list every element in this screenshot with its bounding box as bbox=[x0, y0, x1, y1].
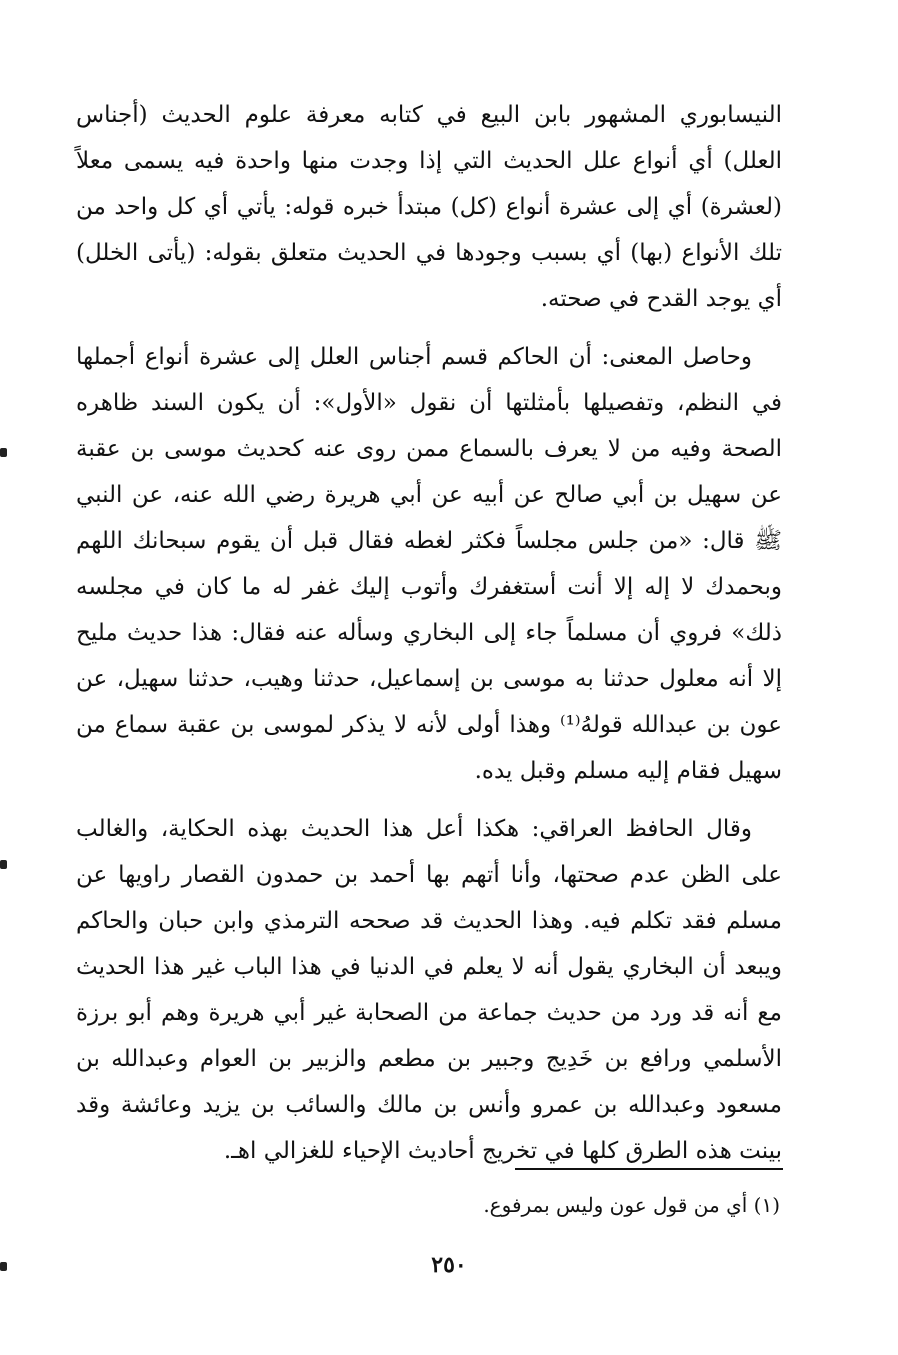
paragraph-2: وحاصل المعنى: أن الحاكم قسم أجناس العلل إلى عشرة أنواع أجملها في النظم، وتفصيلها بأمثلتها أن نقول «الأول»: أن يكون السند ظاهره الصحة وفيه من لا يعرف بالسماع ممن روى عنه كحديث موسى بن عقبة عن سهيل بن أبي صالح عن أبيه عن أبي هريرة رضي الله عنه، عن النبي ﷺ قال: «من جلس مجلساً فكثر لغطه فقال قبل أن يقوم سبحانك اللهم وبحمدك لا إله إلا أنت أستغفرك وأتوب إليك غفر له ما كان في مجلسه ذلك» فروي أن مسلماً جاء إلى البخاري وسأله عنه فقال: هذا حديث مليح إلا أنه معلول حدثنا به موسى بن إسماعيل، حدثنا وهيب، حدثنا سهيل، عن عون بن عبدالله قولهُ⁽¹⁾ وهذا أولى لأنه لا يذكر لموسى بن عقبة سماع من سهيل فقام إليه مسلم وقبل يده. bbox=[76, 344, 782, 784]
paragraph-1: النيسابوري المشهور بابن البيع في كتابه معرفة علوم الحديث (أجناس العلل) أي أنواع علل الحديث التي إذا وجدت منها واحدة فيه يسمى معلاً (لعشرة) أي إلى عشرة أنواع (كل) مبتدأ خبره قوله: يأتي أي كل واحد من تلك الأنواع (بها) أي بسبب وجودها في الحديث متعلق بقوله: (يأتى الخلل) أي يوجد القدح في صحته. bbox=[76, 102, 783, 312]
scan-margin-mark bbox=[0, 1262, 7, 1271]
paragraph-3: وقال الحافظ العراقي: هكذا أعل هذا الحديث بهذه الحكاية، والغالب على الظن عدم صحتها، وأنا أتهم بها أحمد بن حمدون القصار راويها عن مسلم فقد تكلم فيه. وهذا الحديث قد صححه الترمذي وابن حبان والحاكم ويبعد أن البخاري يقول أنه لا يعلم في الدنيا في هذا الباب غير هذا الحديث مع أنه قد ورد من حديث جماعة من الصحابة غير أبي هريرة وهم أبو برزة الأسلمي ورافع بن خَدِيج وجبير بن مطعم والزبير بن العوام وعبدالله بن مسعود وعبدالله بن عمرو وأنس بن مالك والسائب بن يزيد وعائشة وقد بينت هذه الطرق كلها في تخريج أحاديث الإحياء للغزالي اهـ. bbox=[76, 816, 782, 1164]
footnote-separator bbox=[515, 1168, 783, 1170]
scan-margin-mark bbox=[0, 448, 7, 457]
page-number: ٢٥٠ bbox=[431, 1252, 467, 1278]
footnote: (١) أي من قول عون وليس بمرفوع. bbox=[483, 1193, 780, 1217]
scan-margin-mark bbox=[0, 860, 7, 869]
page-body bbox=[76, 92, 782, 1174]
